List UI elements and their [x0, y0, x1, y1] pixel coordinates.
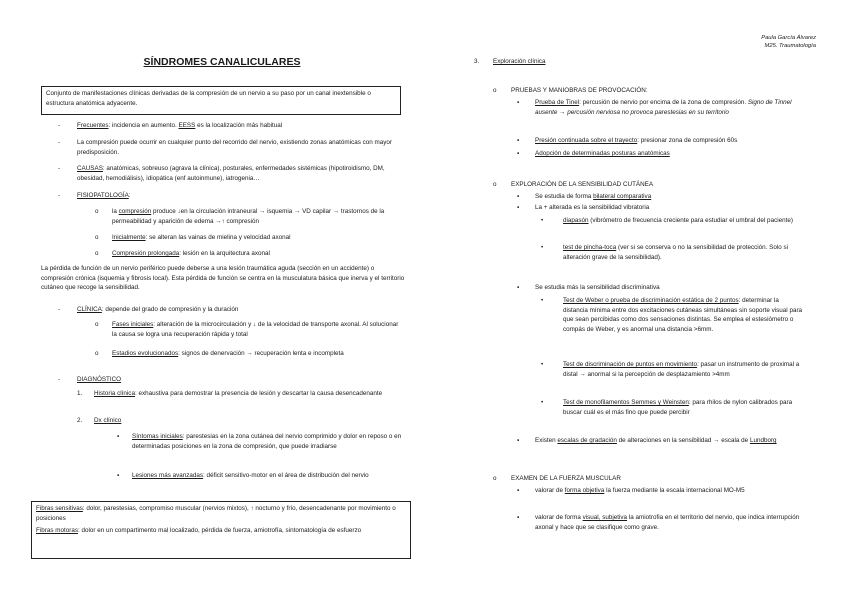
escalas-item	[535, 436, 803, 446]
fisio2-label: Inicialmente	[112, 234, 146, 241]
movimiento-item	[563, 360, 803, 379]
fibras-motoras	[36, 526, 406, 536]
tinel-item	[535, 98, 801, 117]
bullet-square: ▪	[517, 99, 520, 106]
tinel-text: : percusión de nervio por encima de la zona de compresión.	[579, 99, 748, 106]
dx-clinico-label: Dx clínico	[94, 417, 122, 424]
fisio1-text: produce ↓en la circulación intraneural → isquemia → VD capilar → trastornos de la permeabilidad y aparición de edema →↑ compresión	[112, 208, 385, 225]
frecuentes-item	[77, 121, 282, 131]
fz2-prefix: valorar de forma	[535, 514, 583, 521]
presion-text: : presionar zona de compresión 60s	[637, 137, 738, 144]
discriminativa-item: Se estudia más la sensibilidad discriminativa	[535, 284, 660, 291]
definition-box	[41, 86, 401, 115]
lesiones-text: : déficit sensitivo-motor en el área de distribución del nervio	[203, 472, 369, 479]
list-number: 2.	[77, 417, 83, 424]
bullet-dot: •	[541, 361, 544, 368]
bullet-square: ▪	[117, 433, 120, 440]
fibers-box	[31, 501, 411, 559]
bullet-dash: -	[58, 122, 61, 129]
weber-text: : determinar la distancia mínima entre dos excitaciones cutáneas simultáneas sin soporte visual para que sean percibidas como dos sensaciones distintas. Se emplea el estesiómetro o compás de Weber, y es anormal una distancia >6mm.	[563, 297, 803, 333]
fisio1-prefix: la	[112, 208, 119, 215]
bullet-square: ▪	[517, 487, 520, 494]
bullet-circle: o	[95, 250, 99, 257]
escalas-text: de alteraciones en la sensibilidad → escala de	[616, 437, 750, 444]
author-block	[761, 35, 816, 50]
bullet-dash: -	[58, 139, 61, 146]
bullet-dash: -	[58, 306, 61, 313]
vibratoria-item: La + alterada es la sensibilidad vibratoria	[535, 204, 650, 211]
fisio-heading	[77, 191, 131, 201]
fisio-colon: :	[128, 192, 131, 199]
causas-item	[77, 164, 403, 183]
section-title: Exploración clínica	[493, 58, 546, 65]
bullet-square: ▪	[517, 150, 520, 157]
bullet-circle: o	[95, 321, 99, 328]
lugar-item: La compresión puede ocurrir en cualquier punto del recorrido del nervio, existiendo zonas anatómicas con mayor predisposición.	[77, 139, 393, 156]
bullet-circle: o	[95, 350, 99, 357]
diapason-text: (vibrómetro de frecuencia creciente para estudiar el umbral del paciente)	[588, 217, 793, 224]
diapason-item	[563, 216, 803, 226]
presion-label: Presión continuada sobre el trayecto	[535, 137, 638, 144]
bullet-square: ▪	[517, 437, 520, 444]
lundborg-label: Lundborg	[749, 437, 777, 444]
monofilamentos-text: : para rhilos de nylon calibrados para buscar cuál es el más fino que puede percibir	[563, 399, 793, 416]
escalas-label: escalas de gradación	[557, 437, 617, 444]
bullet-square: ▪	[517, 193, 520, 200]
monofilamentos-label: Test de monofilamentos Semmes y Weinsten	[563, 399, 689, 406]
movimiento-text: : pasar un instrumento de proximal a distal → anormal si la percepción de desplazamiento >4mm	[563, 361, 800, 378]
fisio3-text: : lesión en la arquitectura axonal	[179, 250, 270, 257]
lesiones-label: Lesiones más avanzadas	[132, 472, 204, 479]
fz2-text: la amiotrofia en el territorio del nervio, que indica interrupción axonal y hace que se clasifique como grave.	[535, 514, 800, 531]
fisio-item-2	[112, 233, 291, 243]
bullet-dot: •	[541, 217, 544, 224]
exploracion-title: EXPLORACIÓN DE LA SENSIBILIDAD CUTÁNEA	[511, 181, 654, 188]
sintomas-text: : parestesias en la zona cutánea del nervio comprimido y dolor en reposo o en determinadas posiciones en la zona de compresión, que puede irradiarse	[132, 433, 402, 450]
section-number: 3.	[474, 58, 480, 65]
clinica-label: CLÍNICA	[77, 306, 102, 313]
author-name: Paula García Álvarez	[761, 35, 816, 41]
fisio1-label: compresión	[118, 208, 152, 215]
bullet-square: ▪	[517, 204, 520, 211]
perdida-paragraph: La pérdida de función de un nervio periférico puede deberse a una lesión traumática aguda (sección en un accidente) o compresión crónica (isquemia y fibrosis local). Esta pérdida de función se centra en la musculatura básica que inerva y el territorio cutáneo que recoge la sensibilidad.	[41, 265, 405, 291]
bullet-circle: o	[493, 87, 497, 94]
bullet-square: ▪	[517, 284, 520, 291]
fases-text: : alteración de la microcirculación y ↓ de la velocidad de transporte axonal. Al solucionar la causa se logra una recuperación rápida y total	[112, 321, 399, 338]
weber-item	[563, 296, 803, 334]
fisio2-text: : se alteran las vainas de mielina y velocidad axonal	[145, 234, 291, 241]
movimiento-label: Test de discriminación de puntos en movimiento	[563, 361, 698, 368]
monofilamentos-item	[563, 398, 803, 417]
diapason-label: diapasón	[563, 217, 589, 224]
sintomas-item	[132, 432, 404, 451]
adopcion-item: Adopción de determinadas posturas anatómicas	[535, 150, 670, 157]
fisio-item-1	[112, 207, 404, 226]
weber-label: Test de Weber o prueba de discriminación estática de 2 puntos	[563, 297, 739, 304]
historia-text: : exhaustiva para demostrar la presencia de lesión y descartar la causa desencadenante	[134, 390, 383, 397]
bullet-square: ▪	[117, 472, 120, 479]
fisio-label: FISIOPATOLOGÍA	[77, 192, 129, 199]
fibras-motoras-label: Fibras motoras	[36, 527, 78, 534]
eess-label: EESS	[178, 122, 196, 129]
fz1-label: forma objetiva	[564, 487, 605, 494]
bullet-circle: o	[95, 234, 99, 241]
bullet-dot: •	[541, 297, 544, 304]
bullet-dot: •	[541, 244, 544, 251]
fibras-sensitivas	[36, 504, 406, 523]
estadios-label: Estadios evolucionados	[112, 350, 179, 357]
bullet-circle: o	[95, 208, 99, 215]
fases-item	[112, 320, 404, 339]
historia-item	[94, 389, 404, 399]
pincha-text: (ver si se conserva o no la sensibilidad de protección. Solo si alteración grave de la sensibilidad).	[563, 244, 789, 261]
fisio3-label: Compresión prolongada	[112, 250, 180, 257]
bullet-square: ▪	[517, 514, 520, 521]
historia-label: Historia clínica	[94, 390, 135, 397]
diagnostico-label: DIAGNÓSTICO	[77, 376, 122, 383]
estadios-item	[112, 349, 404, 359]
pincha-item	[563, 243, 803, 262]
fuerza-title: EXAMEN DE LA FUERZA MUSCULAR	[511, 475, 621, 482]
clinica-heading	[77, 305, 238, 315]
pincha-label: test de pincha-toca	[563, 244, 617, 251]
definition-text: Conjunto de manifestaciones clínicas derivadas de la compresión de un nervio a su paso por un canal inextensible o estructura anatómica adyacente.	[46, 90, 371, 107]
page-title: SÍNDROMES CANALICULARES	[143, 56, 301, 68]
bullet-dash: -	[58, 165, 61, 172]
estadios-text: : signos de denervación → recuperación lenta e incompleta	[178, 350, 344, 357]
fz2-label: visual, subjetiva	[582, 514, 628, 521]
causas-text: : anatómicas, sobreuso (agrava la clínica), posturales, enfermedades sistémicas (hipotiroidismo, DM, obesidad, hemodiálisis), idiopática (enf autoinmune), iatrogenia…	[77, 165, 385, 182]
fibras-sensitivas-label: Fibras sensitivas	[36, 505, 83, 512]
bullet-circle: o	[493, 181, 497, 188]
bilateral-prefix: Se estudia de forma	[535, 193, 594, 200]
bullet-dash: -	[58, 192, 61, 199]
tinel-italic: Signo de Tinnel ausente → percusión nerviosa no provoca parestesias en su territorio	[535, 99, 792, 116]
fisio-item-3	[112, 249, 270, 259]
pruebas-title: PRUEBAS Y MANIOBRAS DE PROVOCACIÓN:	[511, 87, 648, 94]
bilateral-label: bilateral comparativa	[593, 193, 652, 200]
fuerza-item-1	[535, 486, 803, 496]
presion-item	[535, 136, 737, 146]
bullet-square: ▪	[517, 137, 520, 144]
tinel-label: Prueba de Tinel	[535, 99, 580, 106]
frecuentes-text-2: es la localización más habitual	[195, 122, 283, 129]
bullet-circle: o	[493, 475, 497, 482]
frecuentes-label: Frecuentes	[77, 122, 109, 129]
list-number: 1.	[77, 390, 83, 397]
fz1-prefix: valorar de	[535, 487, 565, 494]
escalas-prefix: Existen	[535, 437, 558, 444]
fases-label: Fases iniciales	[112, 321, 154, 328]
sintomas-label: Síntomas iniciales	[132, 433, 183, 440]
frecuentes-text: : incidencia en aumento.	[108, 122, 179, 129]
lesiones-item	[132, 471, 404, 481]
bullet-dash: -	[58, 376, 61, 383]
fibras-motoras-text: : dolor en un compartimento mal localizado, pérdida de fuerza, amiotrofía, sintomatología de esfuerzo	[78, 527, 362, 534]
fuerza-item-2	[535, 513, 803, 532]
clinica-text: : depende del grado de compresión y la duración	[101, 306, 239, 313]
fz1-text: la fuerza mediante la escala internacional MO-M5	[604, 487, 745, 494]
causas-label: CAUSAS	[77, 165, 103, 172]
author-course: M25. Traumatología	[764, 42, 816, 49]
bilateral-item	[535, 192, 651, 202]
fibras-sensitivas-text: : dolor, parestesias, compromiso muscular (nervios mixtos), ↑ nocturno y frío, desencadenante por movimiento o posiciones	[36, 505, 396, 522]
bullet-dot: •	[541, 399, 544, 406]
